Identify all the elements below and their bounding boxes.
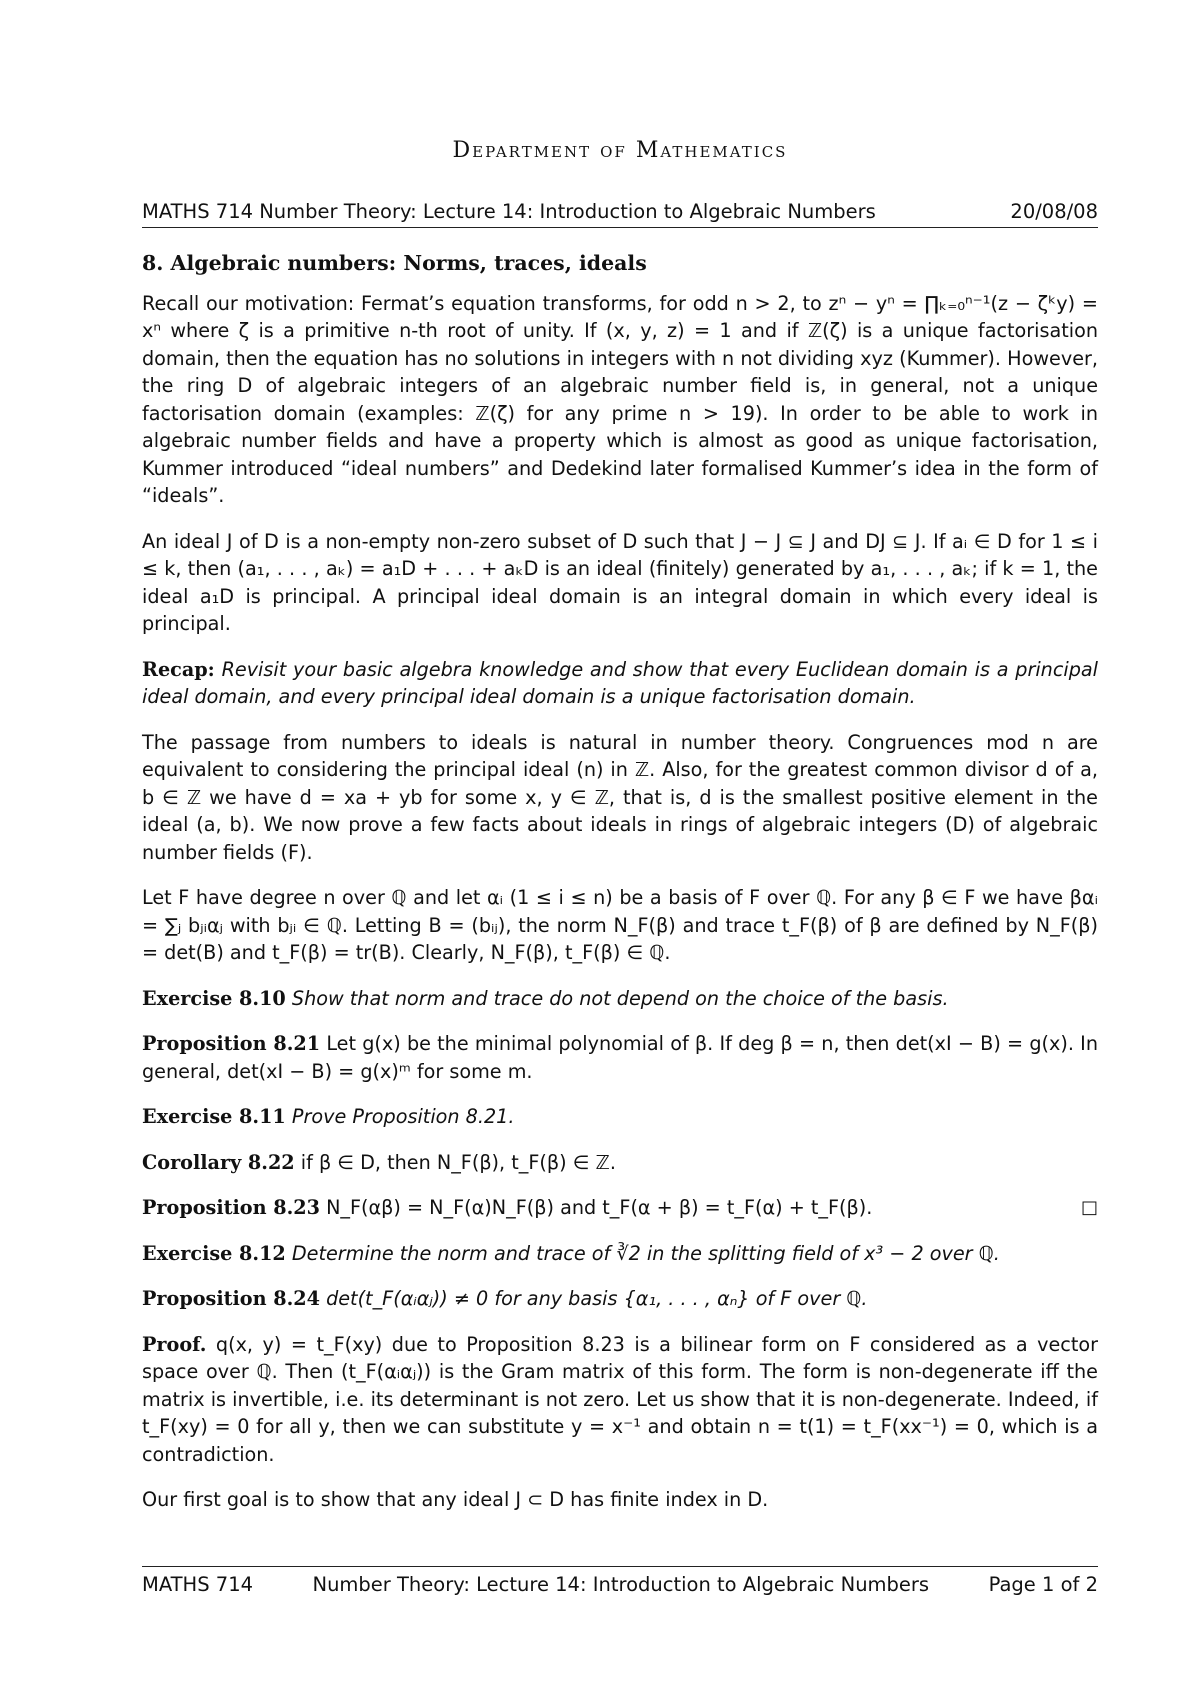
exercise-text: Determine the norm and trace of ∛2 in the splitting field of x³ − 2 over ℚ. (291, 1241, 1000, 1265)
corollary-8-22 (142, 1149, 1098, 1177)
proposition-label: Proposition 8.23 (142, 1196, 320, 1219)
exercise-label: Exercise 8.11 (142, 1105, 286, 1128)
proposition-text: det(t_F(αᵢαⱼ)) ≠ 0 for any basis {α₁, . . . , αₙ} of F over ℚ. (326, 1287, 868, 1310)
proposition-text: Let g(x) be the minimal polynomial of β. If deg β = n, then det(xI − B) = g(x). In general, det(xI − B) = g(x)ᵐ for some m. (142, 1032, 1098, 1083)
paragraph-motivation: Recall our motivation: Fermat’s equation transforms, for odd n > 2, to zⁿ − yⁿ = ∏ₖ₌₀ⁿ⁻¹(z − ζᵏy) = xⁿ where ζ is a primitive n-th root of unity. If (x, y, z) = 1 and if ℤ(ζ) is a unique factorisation domain, then the equation has no solutions in integers with n not dividing xyz (Kummer). However, the ring D of algebraic integers of an algebraic number field is, in general, not a unique factorisation domain (examples: ℤ(ζ) for any prime n > 19). In order to be able to work in algebraic number fields and have a property which is almost as good as unique factorisation, Kummer introduced “ideal numbers” and Dedekind later formalised Kummer’s idea in the form of “ideals”. (142, 291, 1098, 507)
paragraph-numbers-to-ideals: The passage from numbers to ideals is natural in number theory. Congruences mod n are equivalent to considering the principal ideal (n) in ℤ. Also, for the greatest common divisor d of a, b ∈ ℤ we have d = xa + yb for some x, y ∈ ℤ, that is, d is the smallest positive element in the ideal (a, b). We now prove a few facts about ideals in rings of algebraic integers (D) of algebraic number fields (F). (142, 730, 1098, 864)
paragraph-ideal-definition: An ideal J of D is a non-empty non-zero subset of D such that J − J ⊆ J and DJ ⊆ J. If aᵢ ∈ D for 1 ≤ i ≤ k, then (a₁, . . . , aₖ) = a₁D + . . . + aₖD is an ideal (finitely) generated by a₁, . . . , aₖ; if k = 1, the ideal a₁D is principal. A principal ideal domain is an integral domain in which every ideal is principal. (142, 529, 1098, 635)
proposition-8-21 (142, 1030, 1098, 1085)
qed-square-icon: □ (1080, 1197, 1098, 1218)
course-title: MATHS 714 Number Theory: Lecture 14: Introduction to Algebraic Numbers (142, 200, 876, 223)
page-footer (142, 1566, 1098, 1596)
proof-text: q(x, y) = t_F(xy) due to Proposition 8.23 is a bilinear form on F considered as a vector space over ℚ. Then (t_F(αᵢαⱼ)) is the Gram matrix of this form. The form is non-degenerate iff the matrix is invertible, i.e. its determinant is not zero. Let us show that it is non-degenerate. Indeed, if t_F(xy) = 0 for all y, then we can substitute y = x⁻¹ and obtain n = t(1) = t_F(xx⁻¹) = 0, which is a contradiction. (142, 1332, 1098, 1466)
exercise-label: Exercise 8.12 (142, 1241, 286, 1265)
proposition-text: N_F(αβ) = N_F(α)N_F(β) and t_F(α + β) = t_F(α) + t_F(β). (326, 1196, 873, 1219)
recap-block (142, 656, 1098, 711)
paragraph-first-goal: Our first goal is to show that any ideal J ⊂ D has finite index in D. (142, 1488, 769, 1511)
proof-block (142, 1331, 1098, 1469)
department-heading: Department of Mathematics (452, 138, 788, 163)
paragraph-norm-trace: Let F have degree n over ℚ and let αᵢ (1 ≤ i ≤ n) be a basis of F over ℚ. For any β ∈ F we have βαᵢ = ∑ⱼ bⱼᵢαⱼ with bⱼᵢ ∈ ℚ. Letting B = (bᵢⱼ), the norm N_F(β) and trace t_F(β) of β are defined by N_F(β) = det(B) and t_F(β) = tr(B). Clearly, N_F(β), t_F(β) ∈ ℚ. (142, 886, 1098, 964)
proposition-8-23 (142, 1194, 1098, 1222)
section-title: 8. Algebraic numbers: Norms, traces, ideals (142, 251, 647, 275)
recap-label: Recap: (142, 657, 215, 681)
proposition-label: Proposition 8.24 (142, 1287, 320, 1310)
proposition-label: Proposition 8.21 (142, 1032, 321, 1055)
recap-text: Revisit your basic algebra knowledge and show that every Euclidean domain is a principal ideal domain, and every principal ideal domain is a unique factorisation domain. (142, 657, 1098, 708)
lecture-date: 20/08/08 (1010, 200, 1098, 223)
exercise-8-12 (142, 1240, 1098, 1268)
footer-page-number: Page 1 of 2 (988, 1573, 1098, 1596)
proof-label: Proof. (142, 1332, 207, 1356)
corollary-label: Corollary 8.22 (142, 1150, 295, 1174)
exercise-text: Prove Proposition 8.21. (291, 1105, 515, 1128)
exercise-8-11 (142, 1103, 1098, 1131)
proposition-8-24 (142, 1285, 1098, 1313)
lecture-header (142, 200, 1098, 228)
corollary-text: if β ∈ D, then N_F(β), t_F(β) ∈ ℤ. (300, 1150, 616, 1174)
lecture-body (142, 250, 1098, 1532)
footer-title: Number Theory: Lecture 14: Introduction to Algebraic Numbers (312, 1573, 930, 1596)
exercise-label: Exercise 8.10 (142, 986, 286, 1010)
exercise-text: Show that norm and trace do not depend on the choice of the basis. (291, 986, 949, 1010)
exercise-8-10 (142, 985, 1098, 1013)
footer-course: MATHS 714 (142, 1573, 254, 1596)
